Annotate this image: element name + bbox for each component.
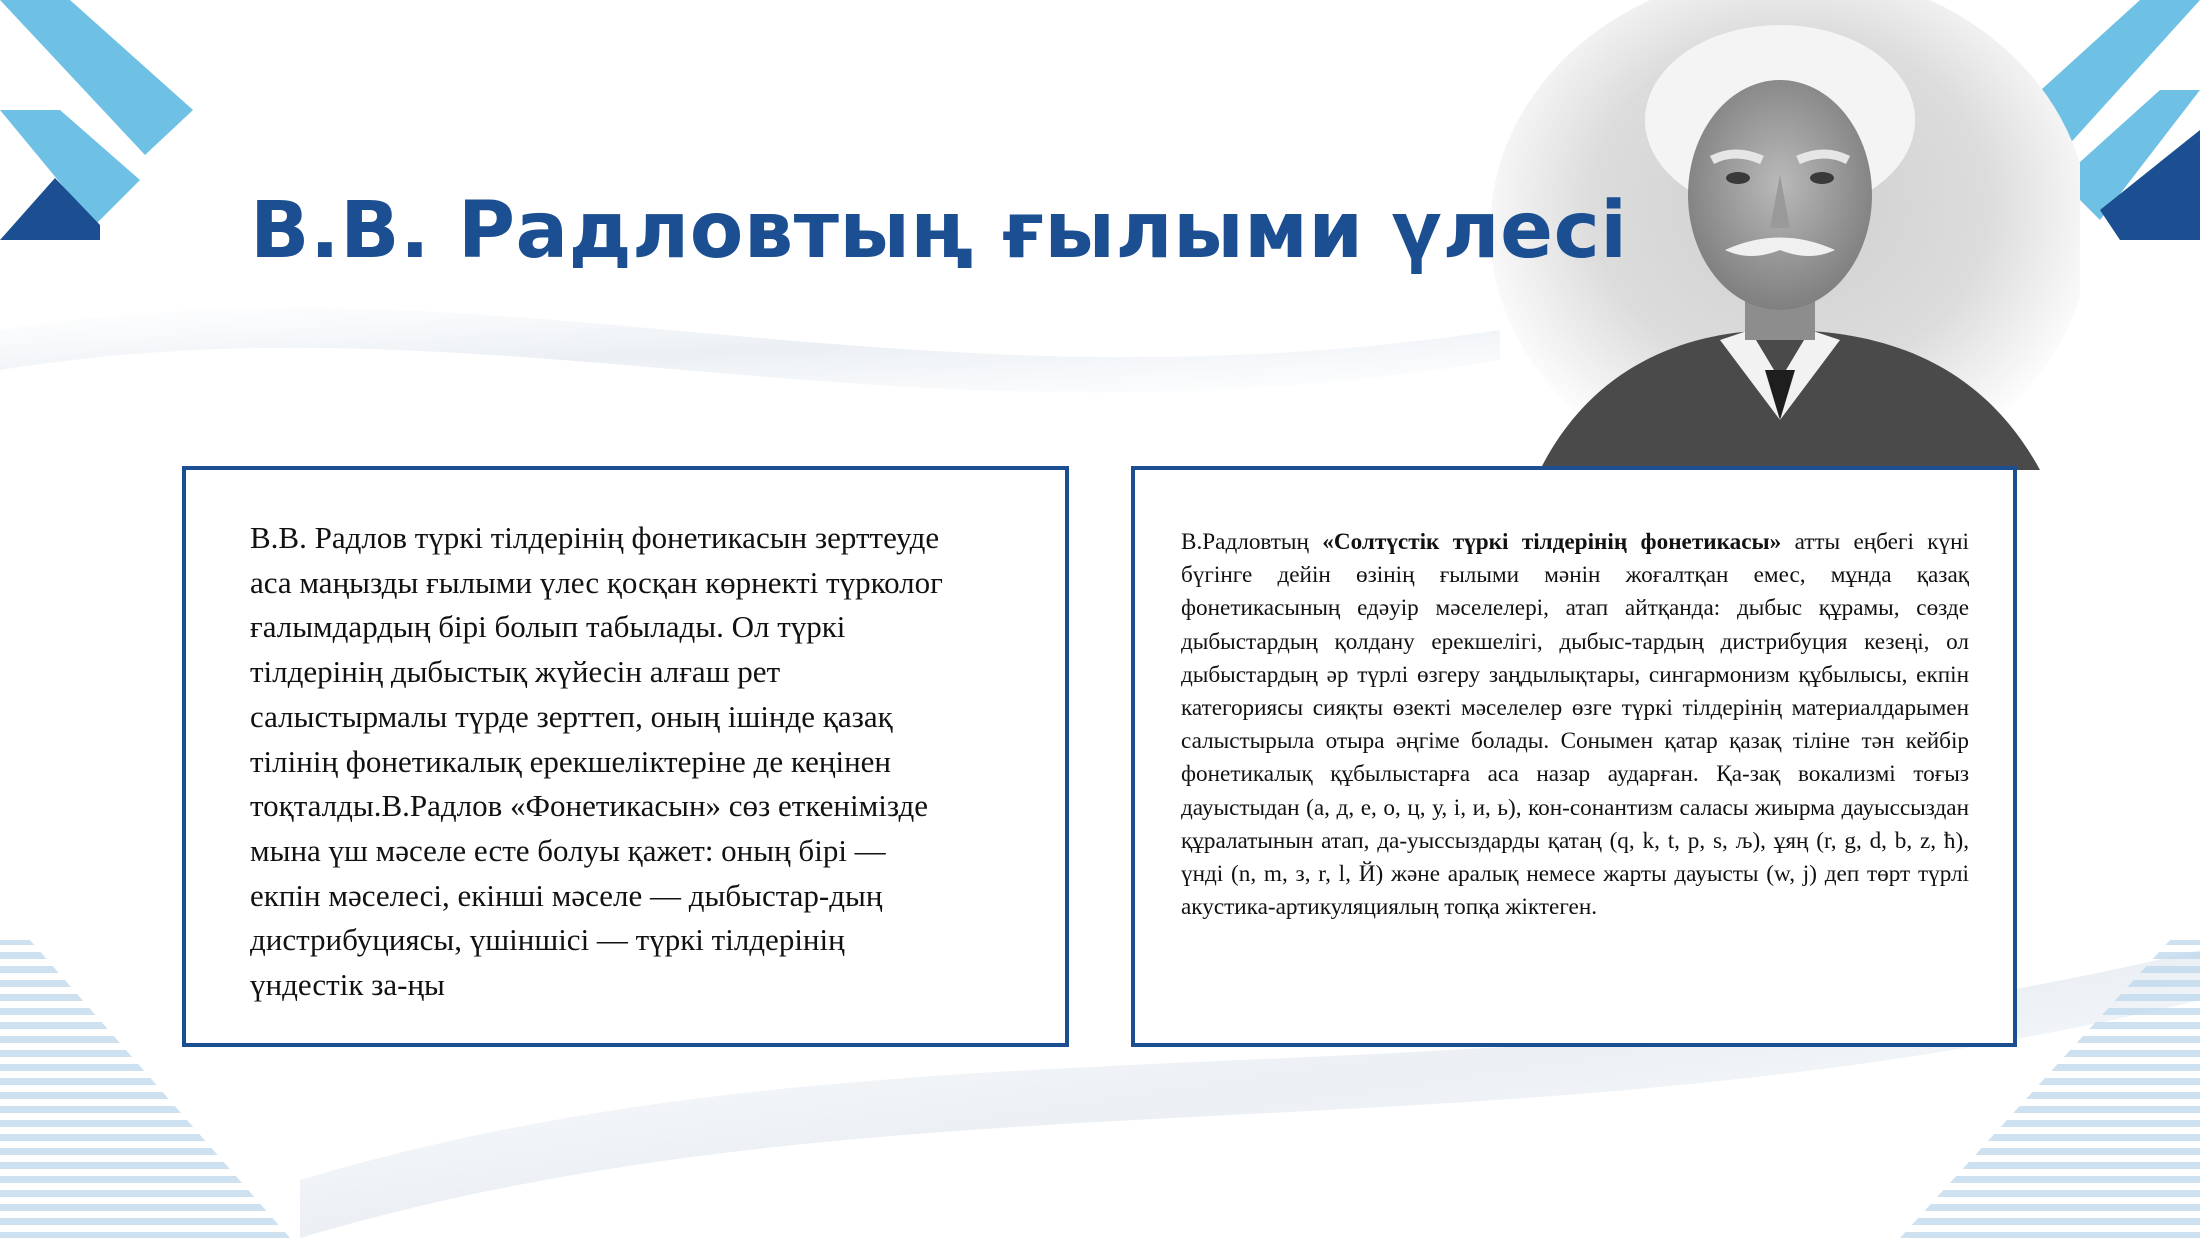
- chevron-arrows-icon: [0, 0, 200, 250]
- right-body: атты еңбегі күні бүгінге дейін өзінің ғылыми мәнін жоғалтқан емес, мұнда қазақ фонетикасының едәуір мәселелері, атап айтқанда: дыбыс құрамы, сөзде дыбыстардың қолдану ерекшелігі, дыбыс-тардың дистрибуция кезеңі, ол дыбыстардың әр түрлі өзгеру заңдылықтары, сингармонизм құбылысы, екпін категориясы сияқты өзекті мәселелер өзге түркі тілдерінің материалдарымен салыстырыла отыра әңгіме болады. Сонымен қатар қазақ тіліне тән кейбір фонетикалық құбылыстарға аса назар аударған. Қа-зақ вокализмі тоғыз дауыстыдан (а, д, е, о, ц, у, і, и, ь), кон-сонантизм саласы жиырма дауыссыздан құралатынын атап, да-уыссыздарды қатаң (q, k, t, p, s, љ), ұяң (r, g, d, b, z, ћ), үнді (n, m, з, r, l, Й) және аралық немесе жарты дауысты (w, j) деп төрт түрлі акустика-артикуляциялың топқа жіктеген.: [1181, 529, 1969, 921]
- left-text-box: [182, 466, 1069, 1047]
- right-paragraph: [1181, 526, 1969, 924]
- right-intro: В.Радловтың: [1181, 529, 1323, 555]
- right-text-box: [1131, 466, 2017, 1047]
- slide-title: В.В. Радловтың ғылыми үлесі: [250, 186, 1628, 276]
- book-title: «Солтүстік түркі тілдерінің фонетикасы»: [1322, 529, 1782, 555]
- left-paragraph: В.В. Радлов түркі тілдерінің фонетикасын зерттеуде аса маңызды ғылыми үлес қосқан көрнекті түрколог ғалымдардың бірі болып табылады. Ол түркі тілдерінің дыбыстық жүйесін алғаш рет салыстырмалы түрде зерттеп, оның ішінде қазақ тілінің фонетикалық ерекшеліктеріне де кеңінен тоқталды.В.Радлов «Фонетикасын» сөз еткенімізде мына үш мәселе есте болуы қажет: оның бірі — екпін мәселесі, екінші мәселе — дыбыстар-дың дистрибуциясы, үшіншісі — түркі тілдерінің үндестік за-ңы: [250, 520, 943, 1003]
